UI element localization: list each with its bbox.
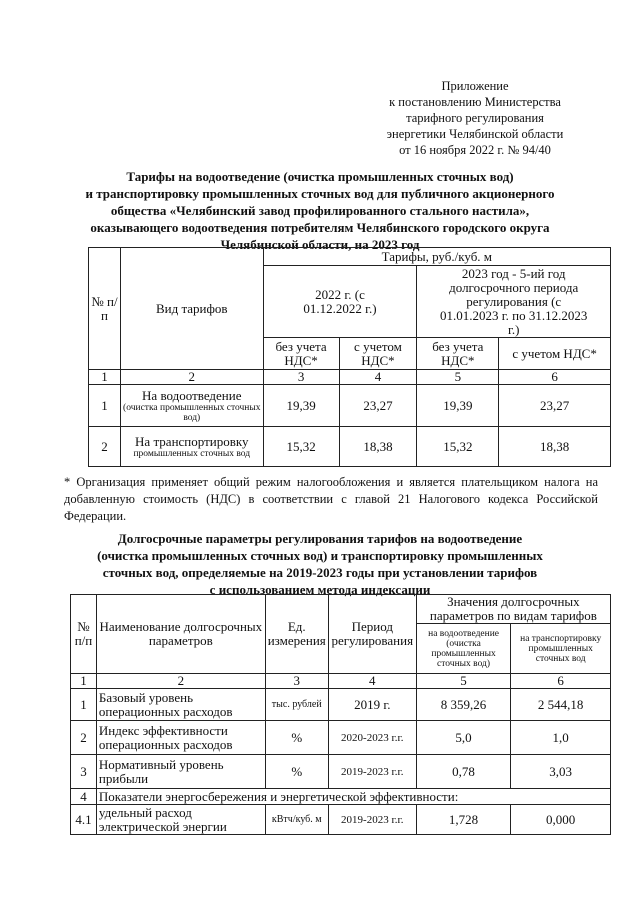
column-index: 6 — [511, 674, 611, 689]
row-num: 2 — [71, 721, 97, 755]
row-period: 2020-2023 г.г. — [328, 721, 416, 755]
parameters-title — [70, 530, 570, 598]
appendix-line-4: энергетики Челябинской области — [386, 127, 564, 141]
tariffs-title-line: Тарифы на водоотведение (очистка промышленных сточных вод) — [126, 169, 514, 184]
row-tariff-name-sub: промышленных сточных вод — [133, 448, 251, 459]
row-tariff-name-sub: (очистка промышленных сточных вод) — [123, 402, 261, 423]
row-num: 2 — [89, 427, 121, 467]
row-period: 2019-2023 г.г. — [328, 755, 416, 789]
table-index-row — [71, 674, 611, 689]
header-without-vat: без учета НДС* — [263, 338, 339, 370]
row-tariff-name-main: На водоотведение — [142, 387, 242, 403]
table-row — [89, 427, 611, 467]
table-row — [71, 805, 611, 835]
value-cell: 15,32 — [417, 427, 499, 467]
table-index-row — [89, 370, 611, 385]
row-num: 4.1 — [71, 805, 97, 835]
header-with-vat: с учетом НДС* — [339, 338, 417, 370]
column-index: 5 — [417, 370, 499, 385]
value-cell: 23,27 — [339, 385, 417, 427]
row-unit: % — [265, 721, 328, 755]
value-cell: 1,728 — [416, 805, 511, 835]
parameters-title-line: сточных вод, определяемые на 2019-2023 годы при установлении тарифов — [102, 565, 538, 580]
value-cell: 0,000 — [511, 805, 611, 835]
header-values: Значения долгосрочных параметров по видам тарифов — [416, 595, 610, 624]
row-period: 2019 г. — [328, 689, 416, 721]
row-unit: тыс. рублей — [265, 689, 328, 721]
vat-footnote: * Организация применяет общий режим налогообложения и является плательщиком налога на добавленную стоимость (НДС) в соответствии с главой 21 Налогового кодекса Российской Федерации. — [64, 475, 598, 523]
table-row — [71, 789, 611, 805]
appendix-block — [360, 78, 590, 158]
header-wastewater-treatment: на водоотведение (очистка промышленных сточных вод) — [416, 624, 511, 674]
tariffs-title-line: и транспортировку промышленных сточных вод для публичного акционерного — [85, 186, 555, 201]
value-cell: 8 359,26 — [416, 689, 511, 721]
header-without-vat: без учета НДС* — [417, 338, 499, 370]
header-tariff-type: Вид тарифов — [120, 248, 263, 370]
row-unit: % — [265, 755, 328, 789]
column-index: 2 — [120, 370, 263, 385]
header-2022: 2022 г. (с 01.12.2022 г.) — [263, 266, 417, 338]
header-2023: 2023 год - 5-ий год долгосрочного периода регулирования (с 01.01.2023 г. по 31.12.2023 г.) — [417, 266, 611, 338]
row-num: 1 — [71, 689, 97, 721]
value-cell: 19,39 — [263, 385, 339, 427]
column-index: 2 — [96, 674, 265, 689]
header-num: № п/п — [89, 248, 121, 370]
header-parameter-name: Наименование долгосрочных параметров — [96, 595, 265, 674]
row-tariff-name — [120, 385, 263, 427]
row-period: 2019-2023 г.г. — [328, 805, 416, 835]
column-index: 4 — [328, 674, 416, 689]
row-tariff-name — [120, 427, 263, 467]
row-parameter-name: Индекс эффективности операционных расходов — [96, 721, 265, 755]
parameters-table — [70, 594, 611, 835]
column-index: 5 — [416, 674, 511, 689]
appendix-line-1: Приложение — [441, 79, 509, 93]
row-parameter-name: Базовый уровень операционных расходов — [96, 689, 265, 721]
value-cell: 15,32 — [263, 427, 339, 467]
column-index: 6 — [499, 370, 611, 385]
appendix-line-5: от 16 ноября 2022 г. № 94/40 — [399, 143, 551, 157]
column-index: 3 — [265, 674, 328, 689]
tariffs-title — [70, 168, 570, 253]
tariffs-title-line: оказывающего водоотведения потребителям Челябинского городского округа — [90, 220, 550, 235]
column-index: 1 — [71, 674, 97, 689]
header-wastewater-transport: на транспортировку промышленных сточных вод — [511, 624, 611, 674]
row-num: 1 — [89, 385, 121, 427]
header-tariffs: Тарифы, руб./куб. м — [263, 248, 610, 266]
value-cell: 2 544,18 — [511, 689, 611, 721]
column-index: 1 — [89, 370, 121, 385]
row-num: 3 — [71, 755, 97, 789]
table-header-row — [89, 248, 611, 266]
value-cell: 23,27 — [499, 385, 611, 427]
value-cell: 19,39 — [417, 385, 499, 427]
value-cell: 5,0 — [416, 721, 511, 755]
tariffs-title-line: Челябинской области, на 2023 год — [220, 237, 420, 252]
appendix-line-2: к постановлению Министерства — [389, 95, 561, 109]
value-cell: 3,03 — [511, 755, 611, 789]
value-cell: 18,38 — [499, 427, 611, 467]
parameters-title-line: с использованием метода индексации — [209, 582, 431, 597]
column-index: 4 — [339, 370, 417, 385]
header-period: Период регулирования — [328, 595, 416, 674]
table-row — [89, 385, 611, 427]
row-num: 4 — [71, 789, 97, 805]
header-unit: Ед. измерения — [265, 595, 328, 674]
parameters-title-line: Долгосрочные параметры регулирования тарифов на водоотведение — [117, 531, 523, 546]
header-num: № п/п — [71, 595, 97, 674]
row-parameter-name: Нормативный уровень прибыли — [96, 755, 265, 789]
row-unit: кВтч/куб. м — [265, 805, 328, 835]
table-row — [71, 721, 611, 755]
tariffs-title-line: общества «Челябинский завод профилированного стального настила», — [110, 203, 530, 218]
row-tariff-name-main: На транспортировку — [135, 433, 249, 449]
appendix-line-3: тарифного регулирования — [406, 111, 544, 125]
row-section-heading: Показатели энергосбережения и энергетической эффективности: — [96, 789, 610, 805]
table-row — [71, 689, 611, 721]
tariffs-table — [88, 247, 611, 467]
row-parameter-name: удельный расход электрической энергии — [96, 805, 265, 835]
value-cell: 0,78 — [416, 755, 511, 789]
value-cell: 18,38 — [339, 427, 417, 467]
parameters-title-line: (очистка промышленных сточных вод) и транспортировку промышленных — [97, 548, 543, 563]
table-header-row — [71, 595, 611, 624]
header-with-vat: с учетом НДС* — [499, 338, 611, 370]
table-row — [71, 755, 611, 789]
column-index: 3 — [263, 370, 339, 385]
value-cell: 1,0 — [511, 721, 611, 755]
